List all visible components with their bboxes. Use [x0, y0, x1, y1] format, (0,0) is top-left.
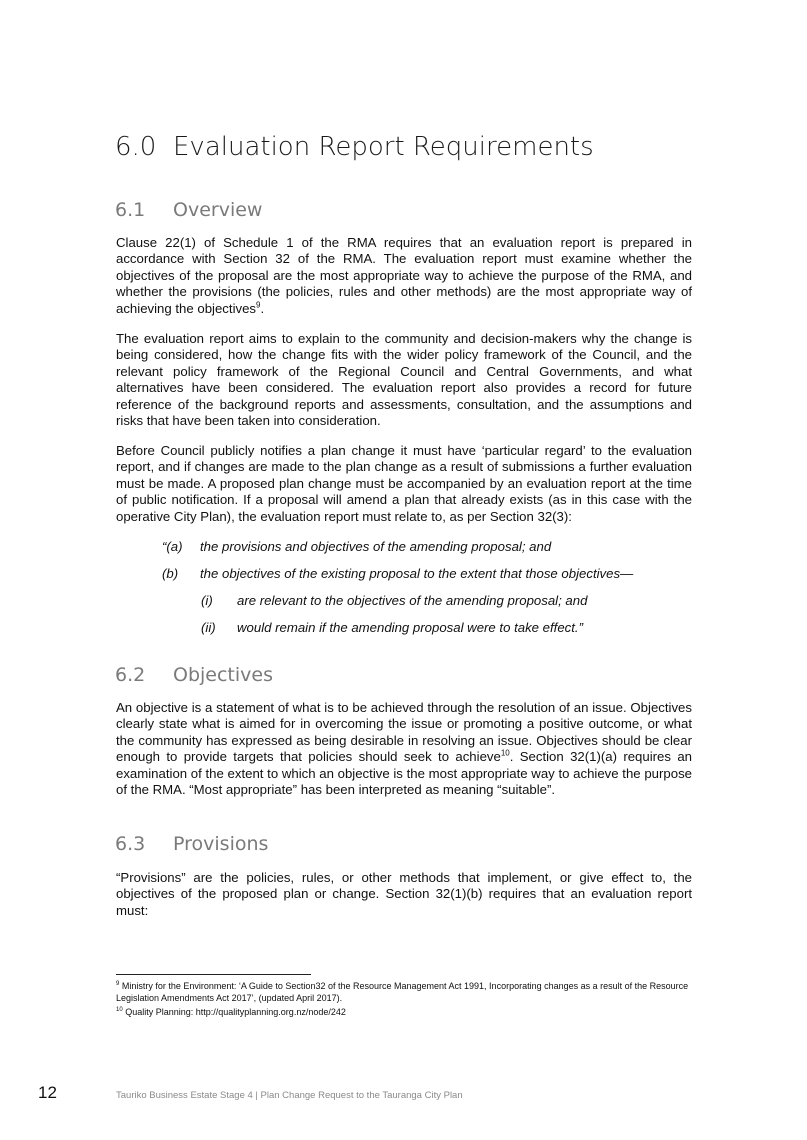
footnote-text: Ministry for the Environment: ‘A Guide to Section32 of the Resource Management Act 1991, Incorporating changes as a result of the Resource Legislation Amendments Act 2017’, (updated April 2017).	[116, 981, 689, 1003]
footnote-marker: 10	[116, 1007, 123, 1013]
subsection-title: Provisions	[173, 833, 269, 855]
subsection-number: 6.3	[115, 833, 146, 855]
quote-label-ii: (ii)	[201, 620, 216, 635]
provisions-paragraph: “Provisions” are the policies, rules, or other methods that implement, or give effect to, the objectives of the proposed plan or change. Section 32(1)(b) requires that an evaluation report must:	[116, 870, 692, 918]
heading-objectives	[115, 664, 273, 686]
subsection-number: 6.1	[115, 199, 146, 221]
quote-item-b: the objectives of the existing proposal to the extent that those objectives—	[200, 566, 634, 581]
subsection-number: 6.2	[115, 664, 146, 686]
overview-paragraph-2: The evaluation report aims to explain to the community and decision-makers why the change is being considered, how the change fits with the wider policy framework of the Council, and the relevant policy framework of the Regional Council and Central Governments, and what alternatives have been considered. The evaluation report also provides a record for future reference of the background reports and assessments, consultation, and the assumptions and risks that have been taken into consideration.	[116, 331, 692, 429]
quote-item-i: are relevant to the objectives of the amending proposal; and	[237, 593, 588, 608]
section-title: Evaluation Report Requirements	[173, 132, 594, 162]
page-number: 12	[38, 1083, 57, 1102]
footnote-ref-10: 10	[500, 748, 510, 758]
quote-label-a: “(a)	[162, 539, 183, 554]
heading-overview	[115, 199, 262, 221]
section-number: 6.0	[115, 132, 157, 162]
footnote-marker: 9	[116, 981, 120, 987]
quote-item-a: the provisions and objectives of the amending proposal; and	[200, 539, 552, 554]
quote-label-b: (b)	[162, 566, 179, 581]
overview-paragraph-3: Before Council publicly notifies a plan change it must have ‘particular regard’ to the evaluation report, and if changes are made to the plan change as a result of submissions a further evaluation must be made. A proposed plan change must be accompanied by an evaluation report at the time of public notification. If a proposal will amend a plan that already exists (as in this case with the operative City Plan), the evaluation report must relate to, as per Section 32(3):	[116, 443, 692, 524]
footer-text: Tauriko Business Estate Stage 4 | Plan Change Request to the Tauranga City Plan	[116, 1090, 463, 1101]
footnote-text: Quality Planning: http://qualityplanning.org.nz/node/242	[125, 1007, 346, 1017]
heading-provisions	[115, 833, 268, 855]
page-title	[115, 132, 715, 162]
footnote-ref-9: 9	[256, 300, 261, 310]
quote-item-ii: would remain if the amending proposal were to take effect.”	[237, 620, 583, 635]
subsection-title: Objectives	[173, 664, 273, 686]
footnote-9	[116, 981, 692, 1004]
subsection-title: Overview	[173, 199, 263, 221]
footnote-divider	[116, 974, 311, 975]
overview-paragraph-1: Clause 22(1) of Schedule 1 of the RMA requires that an evaluation report is prepared in accordance with Section 32 of the RMA. The evaluation report must examine whether the objectives of the proposal are the most appropriate way to achieve the purpose of the RMA, and whether the provisions (the policies, rules and other methods) are the most appropriate way of achieving the objectives$^9$.	[116, 235, 692, 316]
footnote-10	[116, 1007, 692, 1019]
objectives-paragraph: An objective is a statement of what is to be achieved through the resolution of an issue. Objectives clearly state what is aimed for in overcoming the issue or promoting a positive outcome, or what the community has expressed as being desirable in resolving an issue. Objectives should be clear enough to provide targets that policies should seek to achieve$^{10}$. Section 32(1)(a) requires an examination of the extent to which an objective is the most appropriate way to achieve the purpose of the RMA. “Most appropriate” has been interpreted as meaning “suitable”.	[116, 700, 692, 798]
quote-label-i: (i)	[201, 593, 213, 608]
